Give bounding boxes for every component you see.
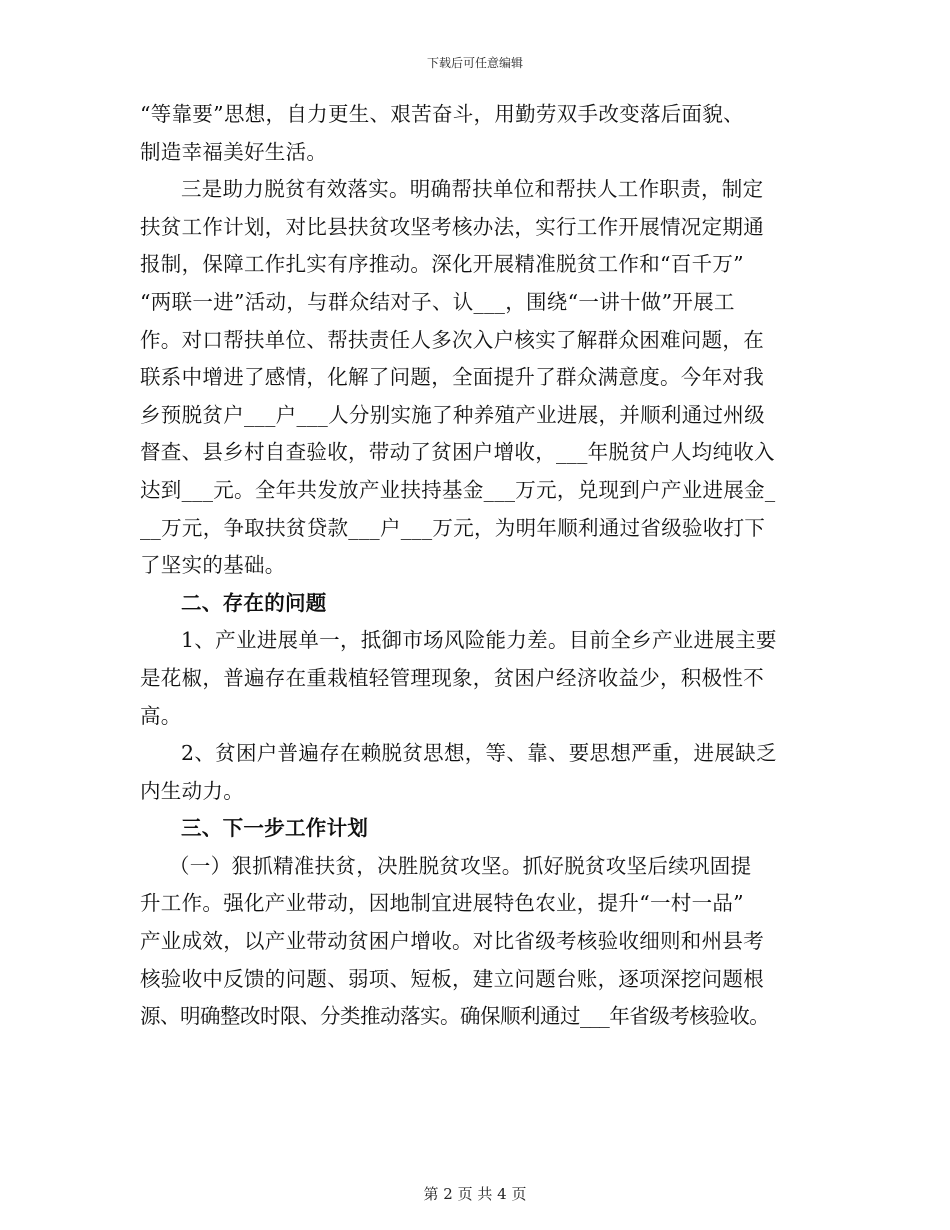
text-line: 达到___元。全年共发放产业扶持基金___万元，兑现到户产业进展金_ [140,477,776,502]
text-line: 源、明确整改时限、分类推动落实。确保顺利通过___年省级考核验收。 [140,1004,770,1029]
text-line: 核验收中反馈的问题、弱项、短板，建立问题台账，逐项深挖问题根 [140,966,764,991]
section-heading-next-steps: 三、下一步工作计划 [181,816,369,841]
text-line: 乡预脱贫户___户___人分别实施了种养殖产业进展，并顺利通过州级 [140,402,765,427]
paragraph-start-line: 2、贫困户普遍存在赖脱贫思想，等、靠、要思想严重，进展缺乏 [181,741,777,766]
text-line: 升工作。强化产业带动，因地制宜进展特色农业，提升“一村一品” [140,891,744,916]
text-line: 是花椒，普遍存在重栽植轻管理现象，贫困户经济收益少，积极性不 [140,665,764,690]
page-footer: 第 2 页 共 4 页 [423,1185,527,1203]
paragraph-start-line: 1、产业进展单一，抵御市场风险能力差。目前全乡产业进展主要 [181,628,777,653]
text-line: 高。 [140,703,182,728]
text-line: 产业成效，以产业带动贫困户增收。对比省级考核验收细则和州县考 [140,929,764,954]
section-heading-problems: 二、存在的问题 [181,590,327,615]
text-line: __万元，争取扶贫贷款___户___万元，为明年顺利通过省级验收打下 [140,515,766,540]
paragraph-start-line: 三是助力脱贫有效落实。明确帮扶单位和帮扶人工作职责，制定 [181,177,764,202]
text-line: “两联一进”活动，与群众结对子、认___，围绕“一讲十做”开展工 [140,289,735,314]
paragraph-start-line: （一）狠抓精准扶贫，决胜脱贫攻坚。抓好脱贫攻坚后续巩固提 [169,853,752,878]
text-line: 了坚实的基础。 [140,553,286,578]
text-line: 作。对口帮扶单位、帮扶责任人多次入户核实了解群众困难问题，在 [140,327,764,352]
page-header: 下载后可任意编辑 [426,56,523,70]
text-line: 制造幸福美好生活。 [140,139,328,164]
text-line: 扶贫工作计划，对比县扶贫攻坚考核办法，实行工作开展情况定期通 [140,214,764,239]
text-line: 内生动力。 [140,778,244,803]
text-line: 报制，保障工作扎实有序推动。深化开展精准脱贫工作和“百千万” [140,252,744,277]
text-line: 督查、县乡村自查验收，带动了贫困户增收，___年脱贫户人均纯收入 [140,440,775,465]
document-body [140,96,820,1036]
text-line: 联系中增进了感情，化解了问题，全面提升了群众满意度。今年对我 [140,365,764,390]
text-line: “等靠要”思想，自力更生、艰苦奋斗，用勤劳双手改变落后面貌、 [140,102,744,126]
